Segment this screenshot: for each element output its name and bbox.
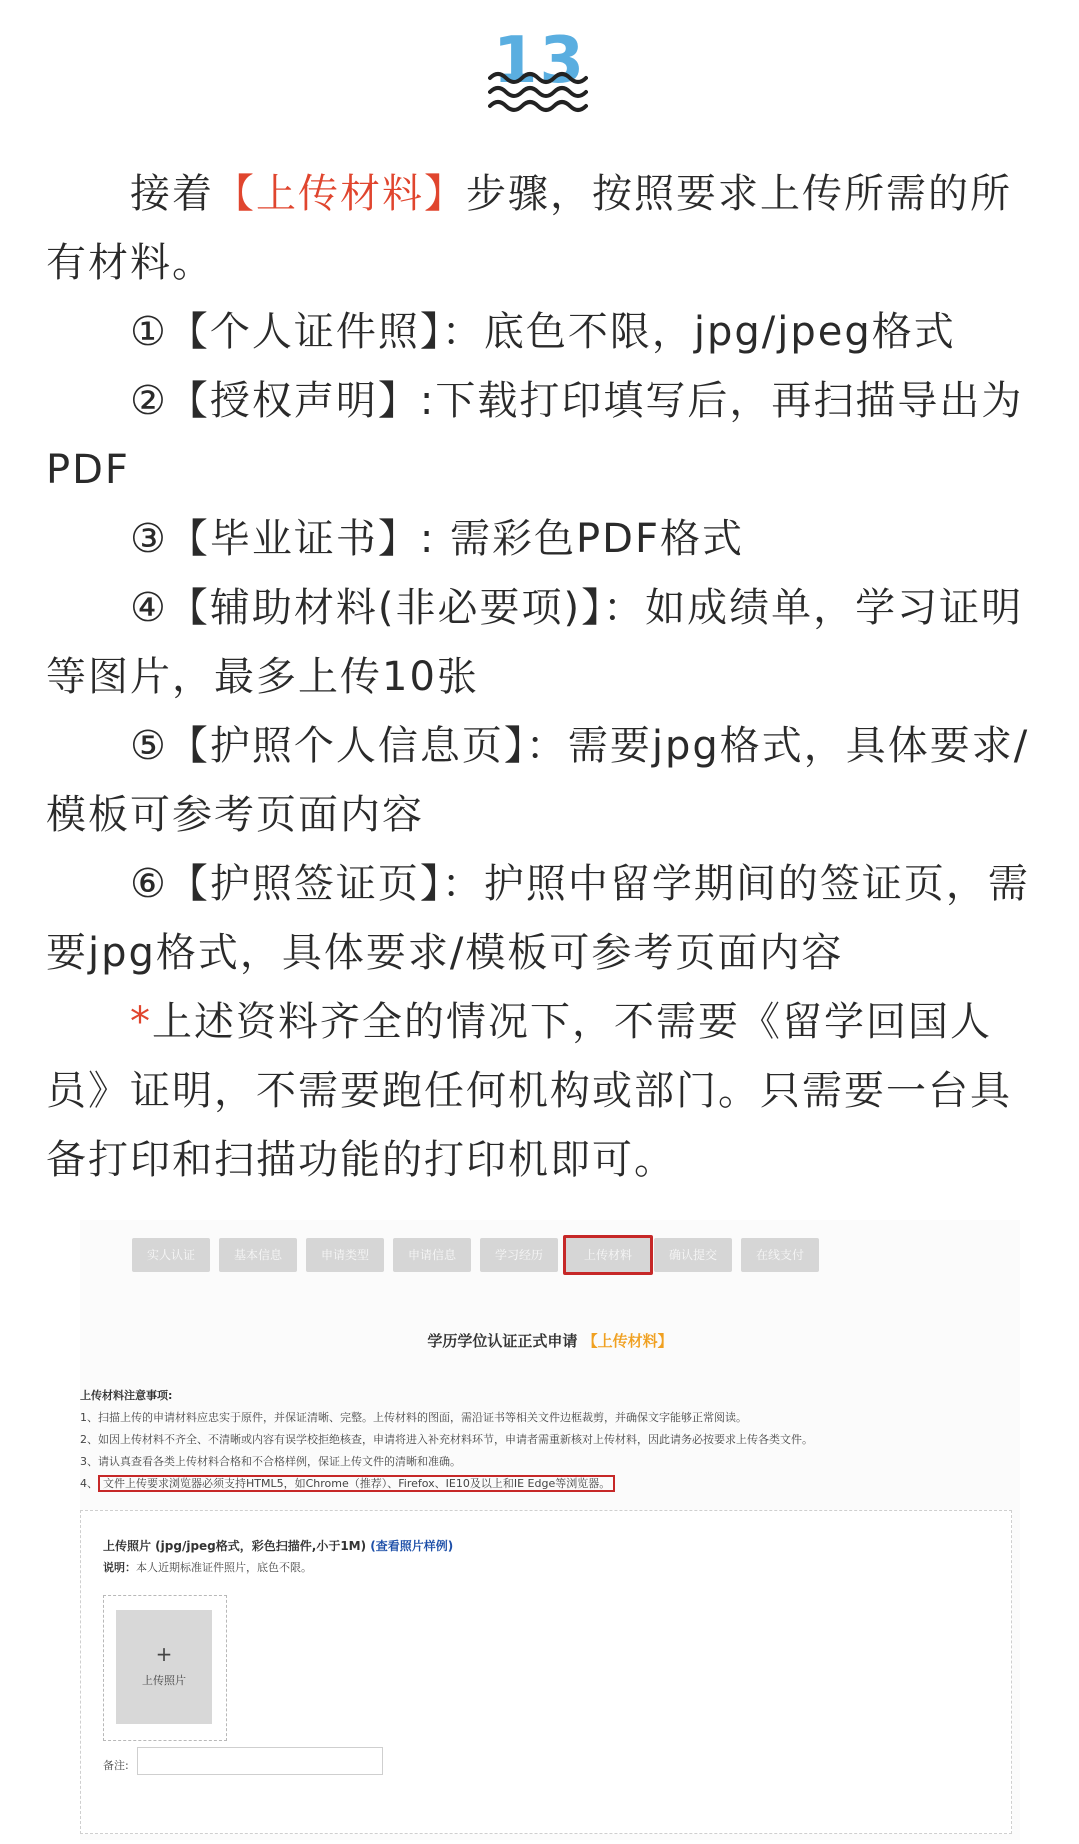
view-sample-link[interactable]: (查看照片样例) bbox=[370, 1539, 454, 1553]
photo-drop-zone[interactable] bbox=[103, 1595, 227, 1741]
note-paragraph bbox=[46, 988, 1042, 1195]
item-passport-visa: ⑥【护照签证页】：护照中留学期间的签证页，需要jpg格式，具体要求/模板可参考页面内容 bbox=[46, 861, 1030, 976]
item-diploma: ③【毕业证书】: 需彩色PDF格式 bbox=[130, 516, 744, 562]
wave-icon bbox=[488, 64, 588, 124]
notice-item-2: 2、如因上传材料不齐全、不清晰或内容有误学校拒绝核查，申请将进入补充材料环节，申请者需重新核对上传材料，因此请务必按要求上传各类文件。 bbox=[80, 1433, 813, 1446]
intro-text-end: 步骤，按照要求上传所需的所有材料。 bbox=[46, 171, 1012, 286]
notice-item-4 bbox=[80, 1473, 1020, 1495]
browser-requirement-highlight: 文件上传要求浏览器必须支持HTML5，如Chrome（推荐）、Firefox、IE10及以上和IE Edge等浏览器。 bbox=[98, 1475, 615, 1492]
article-body bbox=[46, 160, 1042, 1195]
form-screenshot bbox=[80, 1220, 1020, 1840]
intro-text-start: 接着 bbox=[130, 171, 214, 217]
note-text: 上述资料齐全的情况下，不需要《留学回国人员》证明，不需要跑任何机构或部门。只需要一台具备打印和扫描功能的打印机即可。 bbox=[46, 999, 1012, 1183]
step-study-history[interactable]: 学习经历 bbox=[480, 1238, 558, 1272]
step-confirm-submit[interactable]: 确认提交 bbox=[654, 1238, 732, 1272]
section-number bbox=[0, 22, 1079, 132]
note-star: * bbox=[130, 999, 152, 1045]
desc-label: 说明： bbox=[103, 1561, 136, 1574]
desc-text: 本人近期标准证件照片，底色不限。 bbox=[136, 1561, 312, 1574]
upload-photo-label: 上传照片 bbox=[142, 1674, 186, 1687]
item-photo: ①【个人证件照】：底色不限，jpg/jpeg格式 bbox=[130, 309, 956, 355]
note-input[interactable] bbox=[137, 1747, 383, 1775]
step-application-info[interactable]: 申请信息 bbox=[393, 1238, 471, 1272]
notice-item-1: 1、扫描上传的申请材料应忠实于原件，并保证清晰、完整。上传材料的图面，需沿证书等相关文件边框裁剪，并确保文字能够正常阅读。 bbox=[80, 1411, 747, 1424]
notice-item-3: 3、请认真查看各类上传材料合格和不合格样例，保证上传文件的清晰和准确。 bbox=[80, 1455, 461, 1468]
note-label: 备注: bbox=[103, 1759, 129, 1772]
form-title bbox=[80, 1330, 1020, 1351]
item-passport-info: ⑤【护照个人信息页】：需要jpg格式，具体要求/模板可参考页面内容 bbox=[46, 723, 1030, 838]
photo-upload-section bbox=[80, 1510, 1012, 1834]
notice-heading: 上传材料注意事项: bbox=[80, 1389, 173, 1402]
upload-photo-button[interactable] bbox=[116, 1610, 212, 1724]
notice-item-4-number: 4、 bbox=[80, 1477, 98, 1490]
form-title-tag: 【上传材料】 bbox=[582, 1332, 673, 1350]
upload-photo-description bbox=[103, 1559, 312, 1575]
upload-step-highlight: 【上传材料】 bbox=[214, 171, 466, 217]
form-title-text: 学历学位认证正式申请 bbox=[427, 1332, 578, 1350]
step-real-name[interactable]: 实人认证 bbox=[132, 1238, 210, 1272]
step-application-type[interactable]: 申请类型 bbox=[306, 1238, 384, 1272]
upload-photo-title-text: 上传照片 (jpg/jpeg格式，彩色扫描件,小于1M) bbox=[103, 1539, 367, 1553]
item-authorization: ②【授权声明】:下载打印填写后，再扫描导出为PDF bbox=[46, 378, 1024, 493]
plus-icon: + bbox=[155, 1642, 173, 1666]
upload-notice bbox=[80, 1385, 1020, 1495]
upload-photo-title bbox=[103, 1537, 453, 1554]
step-basic-info[interactable]: 基本信息 bbox=[219, 1238, 297, 1272]
intro-paragraph bbox=[46, 160, 1042, 298]
step-online-payment[interactable]: 在线支付 bbox=[741, 1238, 819, 1272]
step-upload-materials[interactable]: 上传材料 bbox=[563, 1235, 653, 1275]
item-supplementary: ④【辅助材料(非必要项)】：如成绩单，学习证明等图片，最多上传10张 bbox=[46, 585, 1024, 700]
section-number-text: 13 bbox=[492, 24, 587, 98]
